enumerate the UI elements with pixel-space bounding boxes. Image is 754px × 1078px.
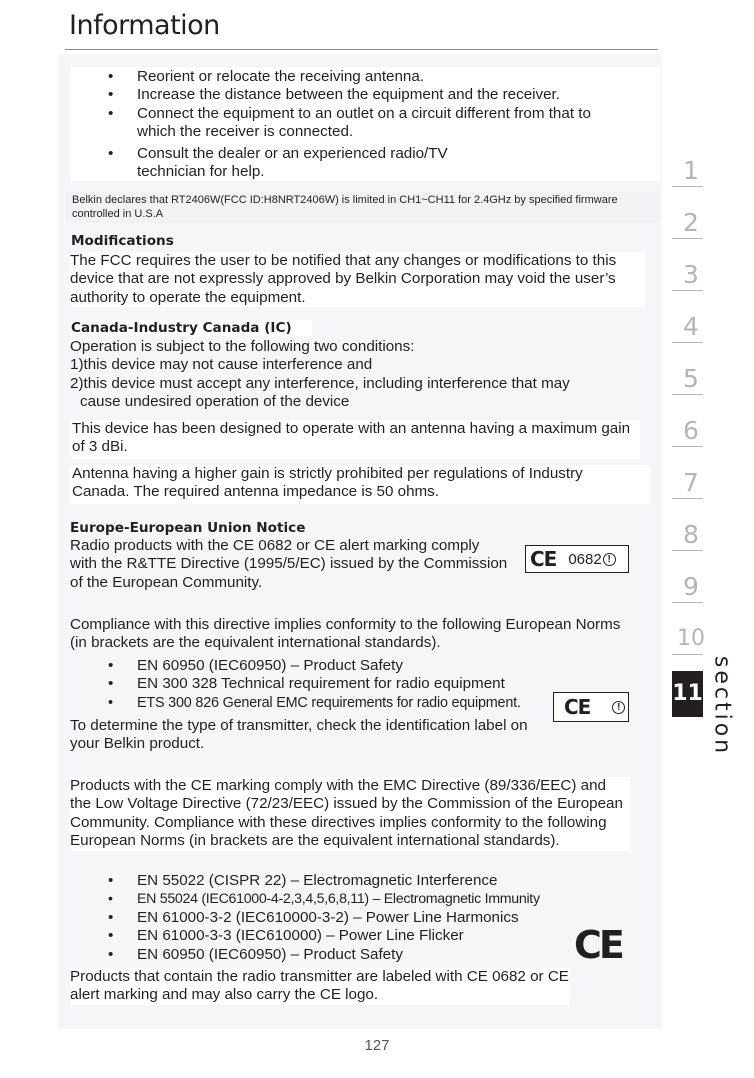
tab-divider [672, 394, 703, 395]
canada-antenna-gain: This device has been designed to operate with an antenna having a maximum gain of 3 dBi. [70, 420, 640, 459]
tab-section-7[interactable]: 7 [683, 468, 699, 498]
tab-section-2[interactable]: 2 [683, 207, 699, 237]
section-tabs [672, 144, 710, 717]
list-item: • EN 300 328 Technical requirement for radio equipment [70, 675, 560, 693]
list-item: • Reorient or relocate the receiving antenna. [70, 68, 660, 86]
tab-divider [672, 342, 703, 343]
ce-notified-body-number: 0682 [568, 550, 602, 568]
transmitter-text: To determine the type of transmitter, check the identification label on your Belkin product. [70, 717, 528, 753]
ce-logo: CE [574, 923, 622, 967]
tab-section-3[interactable]: 3 [683, 259, 699, 289]
list-item: • EN 55022 (CISPR 22) – Electromagnetic Interference [70, 872, 590, 890]
list-item: • EN 61000-3-2 (IEC610000-3-2) – Power Line Harmonics [70, 909, 590, 927]
intro-bullet-list [70, 67, 660, 181]
europe-radio-text: Radio products with the CE 0682 or CE alert marking comply with the R&TTE Directive (1995/5/EC) issued by the Commission of the European Community. [70, 537, 508, 591]
emc-norms-list [70, 872, 590, 964]
tab-section-11-active[interactable]: 11 [672, 671, 703, 717]
tab-divider [672, 498, 703, 499]
canada-line-3: 2)this device must accept any interference, including interference that may [70, 374, 570, 392]
section-label-text: section [709, 655, 735, 757]
section-label [703, 655, 741, 757]
tab-section-5[interactable]: 5 [683, 363, 699, 393]
europe-compliance-text: Compliance with this directive implies conformity to the following European Norms (in brackets are the equivalent international standards). [70, 616, 621, 652]
alert-icon: ! [612, 701, 625, 714]
tab-section-10[interactable]: 10 [677, 626, 705, 652]
europe-norms-list [70, 657, 560, 712]
canada-line-1: Operation is subject to the following two conditions: [70, 338, 415, 355]
list-item: • EN 55024 (IEC61000-4-2,3,4,5,6,8,11) – Electromagnetic Immunity [70, 890, 590, 908]
list-item: • Consult the dealer or an experienced radio/TV technician for help. [70, 145, 660, 182]
tab-divider [672, 550, 703, 551]
tab-divider [672, 290, 703, 291]
tab-section-8[interactable]: 8 [683, 520, 699, 550]
canada-heading: Canada-Industry Canada (IC) [71, 320, 312, 336]
tab-divider [672, 446, 703, 447]
canada-conditions [70, 338, 642, 412]
list-item: • ETS 300 826 General EMC requirements for radio equipment. [70, 694, 560, 712]
tab-section-4[interactable]: 4 [683, 311, 699, 341]
tab-section-9[interactable]: 9 [683, 572, 699, 602]
tab-divider [672, 238, 703, 239]
page-title: Information [69, 10, 220, 41]
emc-directive-text: Products with the CE marking comply with the EMC Directive (89/336/EEC) and the Low Voltage Directive (72/23/EEC) issued by the Commission of the European Community. Compliance with these directives implies conformity to the following European Norms (in brackets are the equivalent international standards). [70, 777, 630, 851]
canada-line-2: 1)this device may not cause interference and [70, 356, 373, 374]
list-item: • EN 61000-3-3 (IEC610000) – Power Line Flicker [70, 927, 590, 945]
closing-text: Products that contain the radio transmitter are labeled with CE 0682 or CE alert marking and may also carry the CE logo. [70, 968, 569, 1004]
list-item: • EN 60950 (IEC60950) – Product Safety [70, 657, 560, 675]
tab-divider [672, 654, 703, 655]
modifications-body: The FCC requires the user to be notified that any changes or modifications to this device that are not expressly approved by Belkin Corporation may void the user’s authority to operate the equipment. [70, 252, 645, 307]
modifications-heading: Modifications [71, 233, 174, 249]
ce-0682-label [525, 545, 629, 573]
tab-divider [672, 186, 703, 187]
canada-antenna-impedance: Antenna having a higher gain is strictly prohibited per regulations of Industry Canada. The required antenna impedance is 50 ohms. [70, 465, 650, 504]
list-item: • Connect the equipment to an outlet on a circuit different from that to which the receiver is connected. [70, 105, 660, 142]
alert-icon: ! [603, 553, 616, 566]
list-item: • Increase the distance between the equipment and the receiver. [70, 86, 660, 104]
tab-section-6[interactable]: 6 [683, 416, 699, 446]
tab-section-1[interactable]: 1 [683, 155, 699, 185]
tab-divider [672, 602, 703, 603]
title-divider [65, 49, 658, 50]
belkin-channel-note: Belkin declares that RT2406W(FCC ID:H8NRT2406W) is limited in CH1~CH11 for 2.4GHz by specified firmware controlled in U.S.A [66, 192, 660, 223]
ce-mark-icon: CE [564, 695, 591, 719]
europe-heading: Europe-European Union Notice [70, 520, 306, 536]
canada-line-4: cause undesired operation of the device [80, 393, 350, 411]
ce-mark-icon: CE [530, 547, 557, 571]
page-number: 127 [364, 1037, 390, 1054]
ce-alert-label [553, 692, 629, 722]
list-item: • EN 60950 (IEC60950) – Product Safety [70, 946, 590, 964]
